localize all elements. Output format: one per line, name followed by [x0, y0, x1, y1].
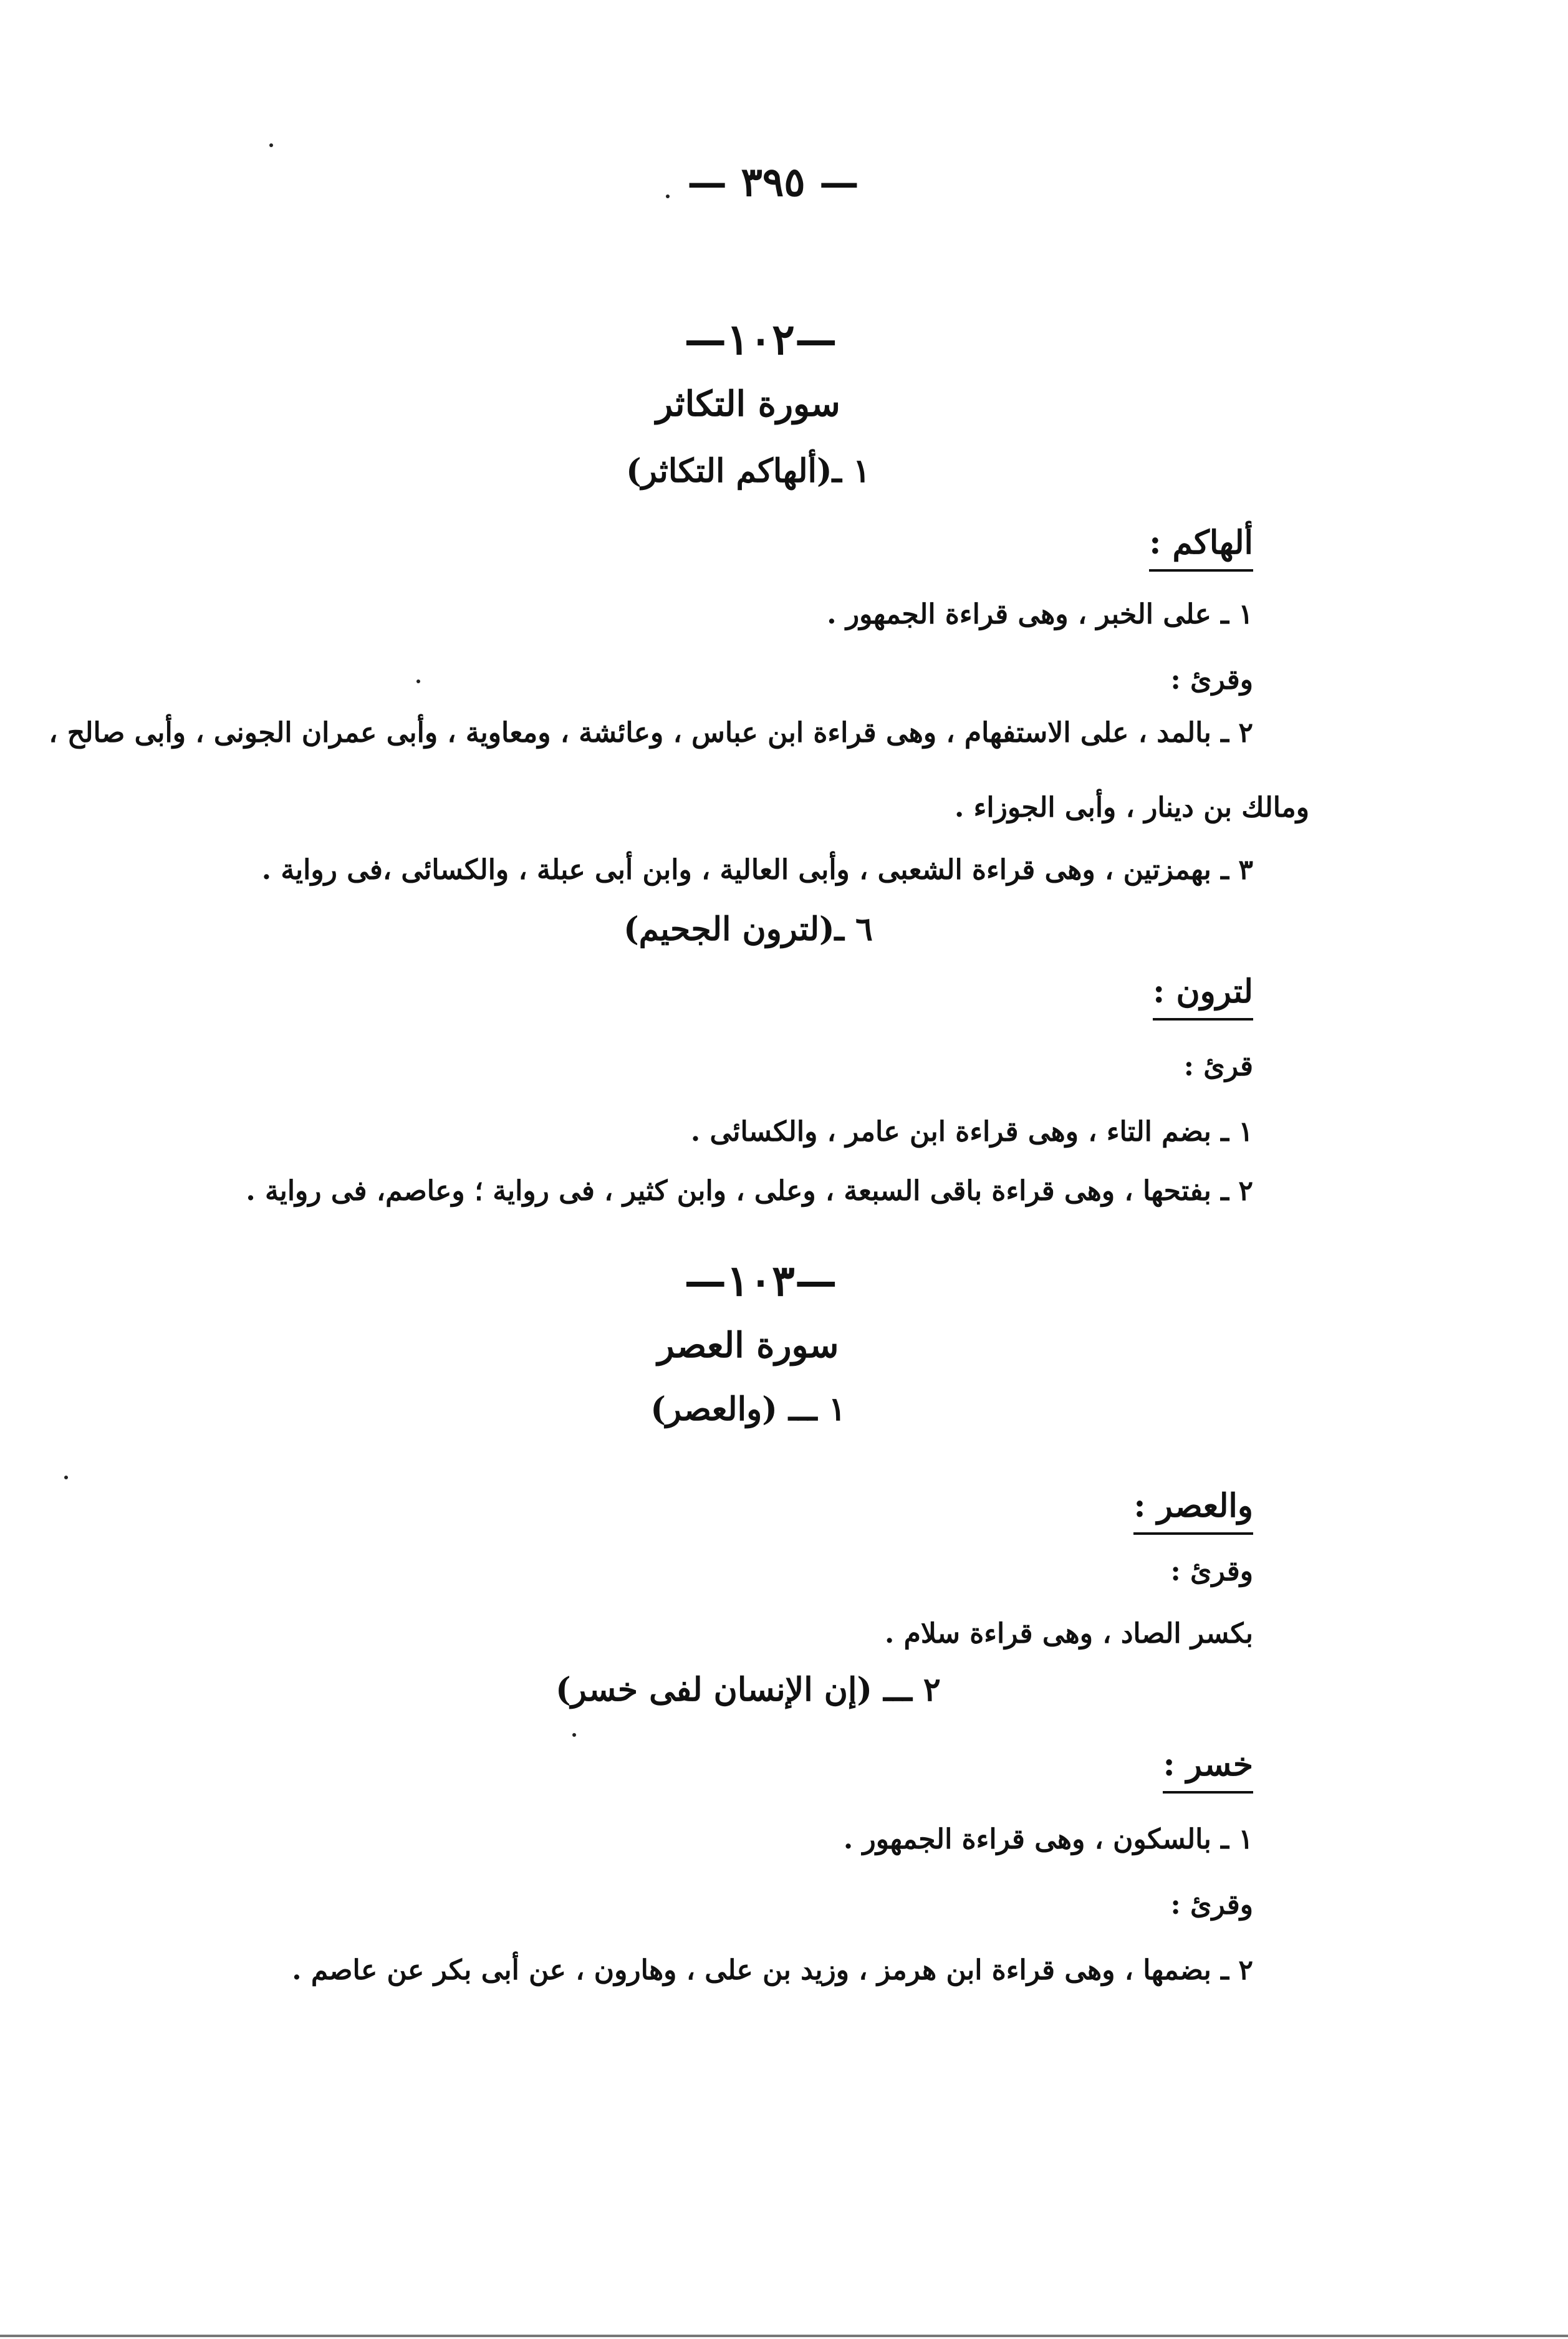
- reading-line: ٣ ـ بهمزتين ، وهى قراءة الشعبى ، وأبى العالية ، وابن أبى عبلة ، والكسائى ،فى رواية .: [261, 854, 1253, 886]
- page-number: — ٣٩٥ —: [687, 159, 859, 206]
- scan-speck: [64, 1476, 68, 1479]
- ayah-heading-103-1: ١ ـــ (والعصر): [650, 1390, 846, 1428]
- ayah-heading-103-2: ٢ ـــ (إن الإنسان لفى خسر): [556, 1671, 941, 1709]
- keyword-khusr: خسر :: [1163, 1746, 1253, 1794]
- scan-speck: [269, 143, 273, 147]
- qurie-label: وقرئ :: [1170, 664, 1253, 696]
- keyword-wal-asr: والعصر :: [1133, 1487, 1253, 1535]
- keyword-alhakum: ألهاكم :: [1149, 524, 1253, 572]
- keyword-latarawunna: لترون :: [1153, 973, 1253, 1021]
- reading-line: ٢ ـ بفتحها ، وهى قراءة باقى السبعة ، وعلى ، وابن كثير ، فى رواية ؛ وعاصم، فى رواية .: [246, 1175, 1253, 1207]
- scan-speck: [572, 1733, 576, 1737]
- reading-line: ٢ ـ بالمد ، على الاستفهام ، وهى قراءة ابن عباس ، وعائشة ، ومعاوية ، وأبى عمران الجونى ، وأبى صالح ،: [49, 717, 1253, 749]
- reading-line: ١ ـ على الخبر ، وهى قراءة الجمهور .: [827, 598, 1253, 630]
- reading-line: ٢ ـ بضمها ، وهى قراءة ابن هرمز ، وزيد بن على ، وهارون ، عن أبى بكر عن عاصم .: [292, 1954, 1253, 1986]
- qurie-label: وقرئ :: [1170, 1889, 1253, 1921]
- reading-line: ١ ـ بالسكون ، وهى قراءة الجمهور .: [843, 1823, 1253, 1855]
- ayah-heading-102-6: ٦ ـ(لترون الجحيم): [623, 910, 873, 948]
- qurie-label: قرئ :: [1183, 1050, 1253, 1082]
- reading-line: بكسر الصاد ، وهى قراءة سلام .: [884, 1618, 1253, 1650]
- ayah-heading-102-1: ١ ـ(ألهاكم التكاثر): [626, 452, 870, 490]
- scan-speck: [666, 195, 670, 198]
- surah-number-102: —١٠٢—: [684, 315, 837, 365]
- surah-title-102: سورة التكاثر: [656, 383, 840, 425]
- reading-line: ١ ـ بضم التاء ، وهى قراءة ابن عامر ، والكسائى .: [690, 1116, 1253, 1148]
- reading-line-continuation: ومالك بن دينار ، وأبى الجوزاء .: [955, 792, 1309, 824]
- surah-number-103: —١٠٣—: [684, 1256, 837, 1306]
- scan-speck: [416, 680, 420, 683]
- page-bottom-edge: [0, 2335, 1568, 2337]
- qurie-label: وقرئ :: [1170, 1555, 1253, 1587]
- surah-title-103: سورة العصر: [657, 1325, 839, 1366]
